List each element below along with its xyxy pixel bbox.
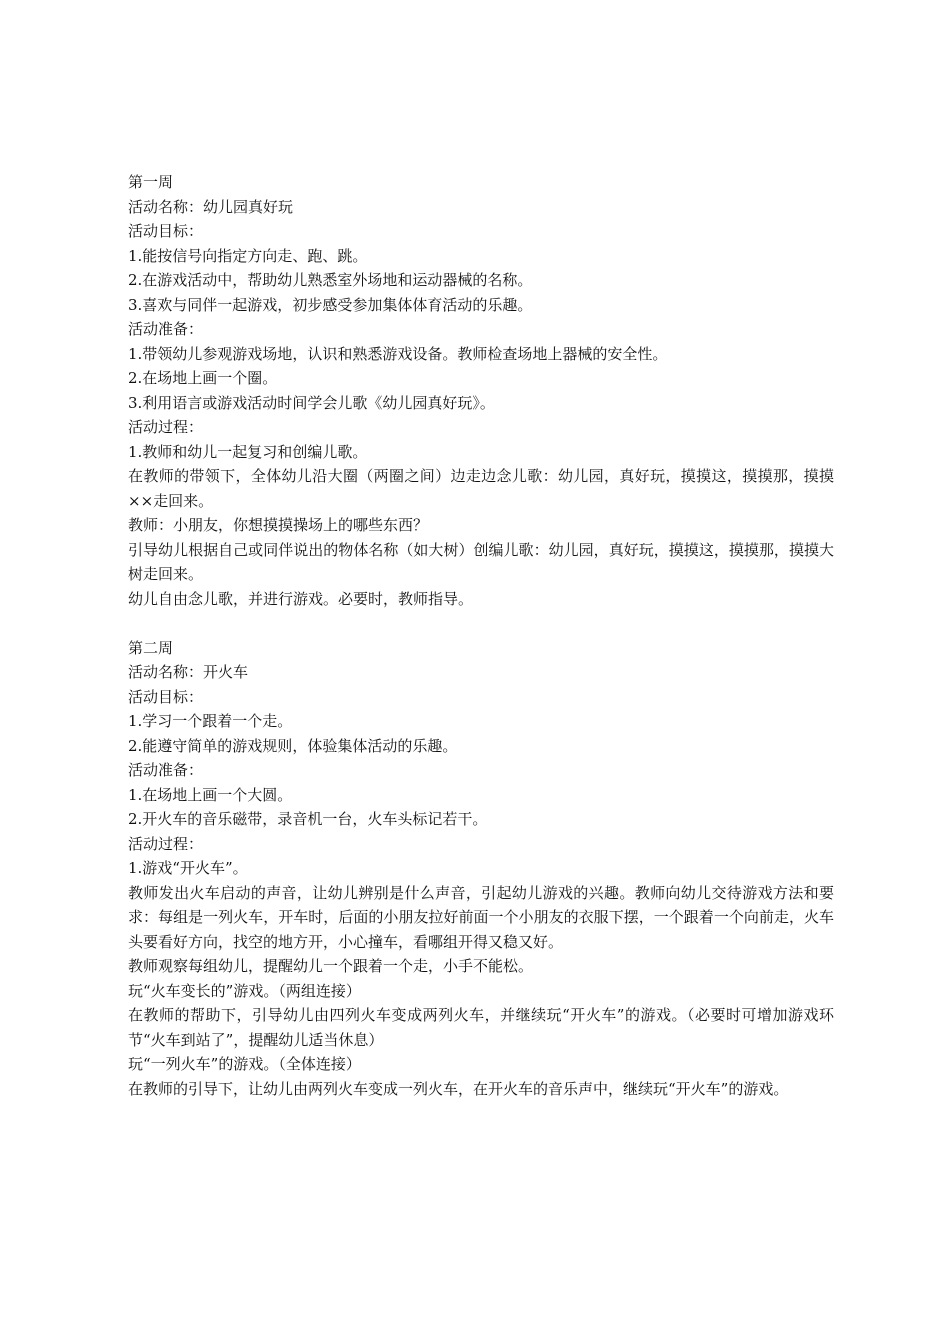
process-step: 1.教师和幼儿一起复习和创编儿歌。 bbox=[128, 442, 368, 461]
activity-name: 活动名称：开火车 bbox=[128, 663, 249, 681]
preparation-item: 2.开火车的音乐磁带，录音机一台，火车头标记若干。 bbox=[128, 810, 488, 828]
process-heading: 活动过程： bbox=[128, 834, 204, 853]
process-paragraph: 引导幼儿根据自己或同伴说出的物体名称（如大树）创编儿歌：幼儿园，真好玩，摸摸这，摸摸那，摸摸大树走回来。 bbox=[128, 540, 834, 583]
goal-item: 1.能按信号向指定方向走、跑、跳。 bbox=[128, 246, 368, 265]
process-paragraph: 幼儿自由念儿歌，并进行游戏。必要时，教师指导。 bbox=[128, 589, 474, 608]
process-step: 1.游戏“开火车”。 bbox=[128, 859, 248, 877]
process-paragraph: 教师观察每组幼儿，提醒幼儿一个跟着一个走，小手不能松。 bbox=[128, 957, 534, 975]
goals-heading: 活动目标： bbox=[128, 687, 204, 706]
process-paragraph: 教师发出火车启动的声音，让幼儿辨别是什么声音，引起幼儿游戏的兴趣。教师向幼儿交待游戏方法和要求：每组是一列火车，开车时，后面的小朋友拉好前面一个小朋友的衣服下摆，一个跟着一个向前走，火车头要看好方向，找空的地方开，小心撞车，看哪组开得又稳又好。 bbox=[128, 883, 834, 951]
document-page bbox=[128, 170, 834, 1101]
process-paragraph: 在教师的帮助下，引导幼儿由四列火车变成两列火车，并继续玩“开火车”的游戏。（必要时可增加游戏环节“火车到站了”，提醒幼儿适当休息） bbox=[128, 1006, 834, 1049]
week2-section bbox=[128, 636, 834, 1102]
goal-item: 2.在游戏活动中，帮助幼儿熟悉室外场地和运动器械的名称。 bbox=[128, 271, 533, 289]
preparation-item: 1.在场地上画一个大圆。 bbox=[128, 785, 293, 804]
section-gap bbox=[128, 611, 834, 636]
process-paragraph: 玩“火车变长的”游戏。（两组连接） bbox=[128, 981, 361, 1000]
process-paragraph: 玩“一列火车”的游戏。（全体连接） bbox=[128, 1055, 361, 1073]
goal-item: 1.学习一个跟着一个走。 bbox=[128, 712, 293, 730]
week1-section bbox=[128, 170, 834, 611]
goal-item: 3.喜欢与同伴一起游戏，初步感受参加集体体育活动的乐趣。 bbox=[128, 295, 533, 314]
process-paragraph: 在教师的带领下，全体幼儿沿大圈（两圈之间）边走边念儿歌：幼儿园，真好玩，摸摸这，摸摸那，摸摸××走回来。 bbox=[128, 467, 834, 510]
preparation-item: 1.带领幼儿参观游戏场地，认识和熟悉游戏设备。教师检查场地上器械的安全性。 bbox=[128, 344, 668, 363]
week2-heading: 第二周 bbox=[128, 638, 174, 657]
preparation-item: 3.利用语言或游戏活动时间学会儿歌《幼儿园真好玩》。 bbox=[128, 393, 495, 412]
preparation-heading: 活动准备： bbox=[128, 320, 204, 338]
goals-heading: 活动目标： bbox=[128, 222, 204, 240]
process-heading: 活动过程： bbox=[128, 418, 204, 436]
week1-heading: 第一周 bbox=[128, 173, 174, 191]
goal-item: 2.能遵守简单的游戏规则，体验集体活动的乐趣。 bbox=[128, 736, 458, 755]
preparation-heading: 活动准备： bbox=[128, 761, 204, 779]
preparation-item: 2.在场地上画一个圈。 bbox=[128, 369, 278, 387]
process-paragraph: 在教师的引导下，让幼儿由两列火车变成一列火车，在开火车的音乐声中，继续玩“开火车”的游戏。 bbox=[128, 1079, 789, 1098]
process-paragraph: 教师：小朋友，你想摸摸操场上的哪些东西？ bbox=[128, 516, 429, 534]
activity-name: 活动名称：幼儿园真好玩 bbox=[128, 197, 294, 216]
